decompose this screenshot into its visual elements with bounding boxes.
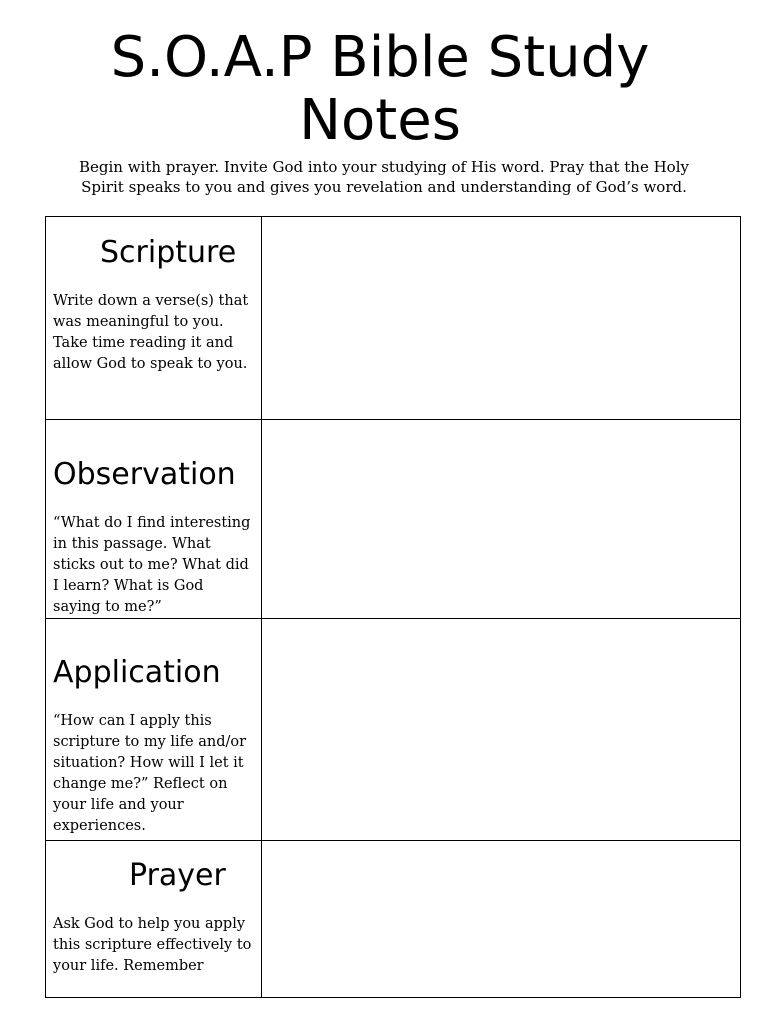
notes-area-prayer[interactable] (262, 841, 741, 998)
label-cell-application (46, 619, 262, 841)
section-row-application (46, 619, 741, 841)
section-row-scripture (46, 217, 741, 420)
label-cell-scripture (46, 217, 262, 420)
intro-text: Begin with prayer. Invite God into your studying of His word. Pray that the Holy Spirit speaks to you and gives you revelation and understanding of God’s word. (78, 158, 689, 196)
section-heading-prayer: Prayer (129, 858, 226, 893)
label-cell-prayer (46, 841, 262, 998)
section-instructions-prayer: Ask God to help you apply this scripture effectively to your life. Remember (53, 916, 252, 974)
soap-table (45, 216, 741, 998)
section-heading-scripture: Scripture (100, 235, 237, 270)
section-row-prayer (46, 841, 741, 998)
notes-area-scripture[interactable] (262, 217, 741, 420)
notes-area-application[interactable] (262, 619, 741, 841)
section-instructions-scripture: Write down a verse(s) that was meaningful to you. Take time reading it and allow God to speak to you. (53, 293, 249, 372)
label-cell-observation (46, 420, 262, 619)
section-heading-application: Application (53, 655, 221, 690)
section-instructions-observation: “What do I find interesting in this passage. What sticks out to me? What did I learn? What is God saying to me?” (53, 515, 251, 615)
section-heading-observation: Observation (53, 457, 236, 492)
section-row-observation (46, 420, 741, 619)
section-instructions-application: “How can I apply this scripture to my life and/or situation? How will I let it change me?” Reflect on your life and your experiences. (53, 713, 247, 834)
page-title: S.O.A.P Bible Study Notes (110, 25, 650, 153)
notes-area-observation[interactable] (262, 420, 741, 619)
